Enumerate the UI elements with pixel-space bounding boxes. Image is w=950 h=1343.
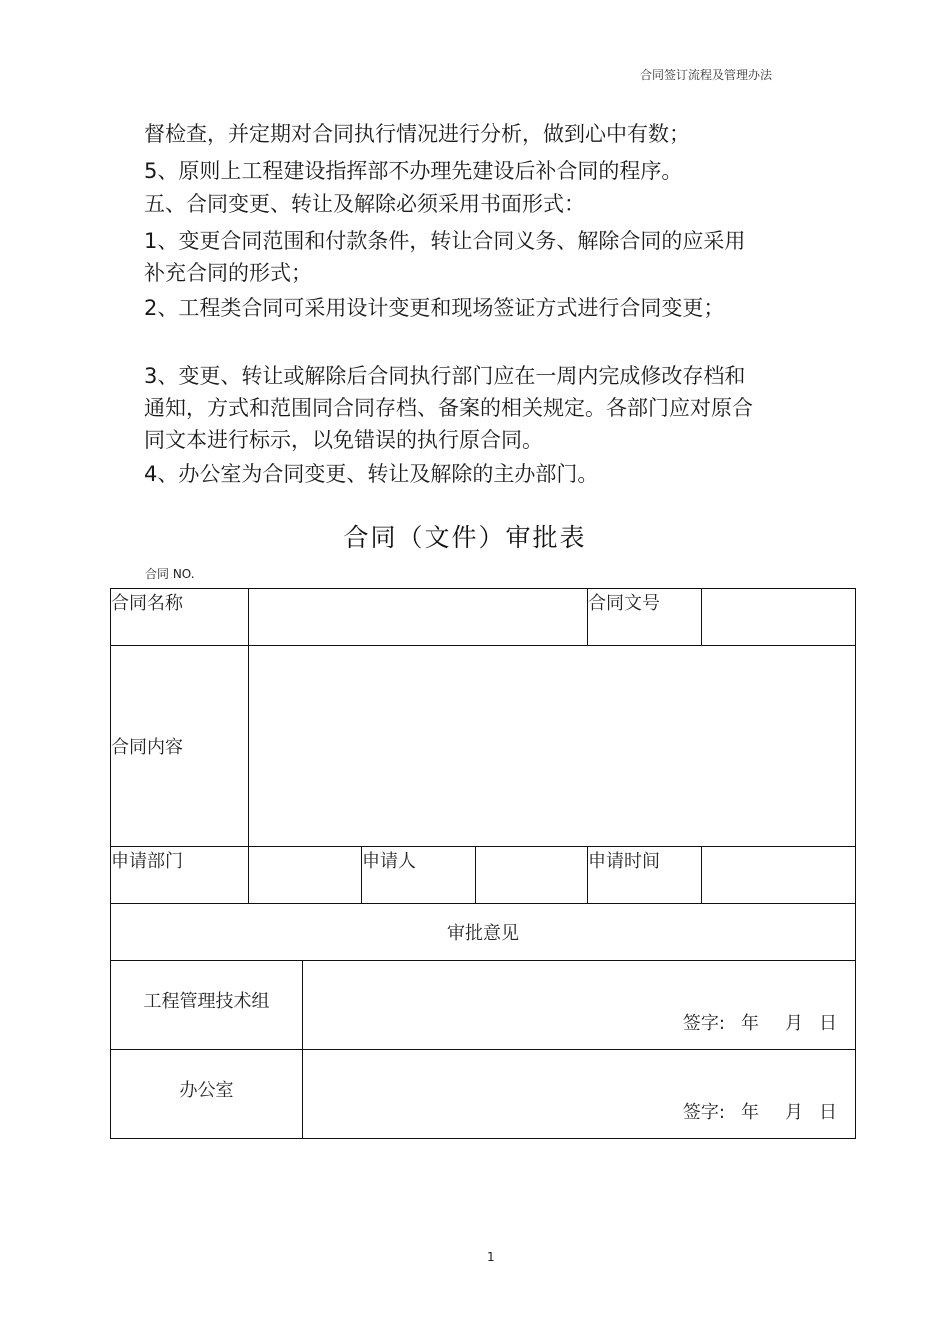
apply-time-label: 申请时间 <box>588 847 702 904</box>
section-heading: 五、合同变更、转让及解除必须采用书面形式： <box>144 192 585 216</box>
page-number: 1 <box>487 1250 495 1264</box>
paragraph-5: 3、变更、转让或解除后合同执行部门应在一周内完成修改存档和通知，方式和范围同合同存档、备案的相关规定。各部门应对原合同文本进行标示，以免错误的执行原合同。 <box>144 364 753 452</box>
month-label: 月 <box>785 1013 803 1034</box>
paragraph-1: 督检查，并定期对合同执行情况进行分析，做到心中有数； <box>144 122 690 146</box>
contract-content-label: 合同内容 <box>111 646 249 847</box>
applicant-label: 申请人 <box>362 847 476 904</box>
approver-field-office[interactable] <box>303 1050 856 1139</box>
signature-line <box>683 1009 837 1035</box>
apply-time-field[interactable] <box>702 847 856 904</box>
paragraph-3: 1、变更合同范围和付款条件，转让合同义务、解除合同的应采用补充合同的形式； <box>144 229 746 285</box>
approver-label-engineering: 工程管理技术组 <box>111 961 303 1050</box>
contract-no-label: 合同 NO. <box>145 567 195 581</box>
contract-name-label: 合同名称 <box>111 589 249 646</box>
contract-number-field[interactable] <box>702 589 856 646</box>
signature-line <box>683 1098 837 1124</box>
contract-number-label: 合同文号 <box>588 589 702 646</box>
year-label: 年 <box>741 1102 759 1123</box>
sign-label: 签字: <box>682 1102 725 1123</box>
approver-label-office: 办公室 <box>111 1050 303 1139</box>
day-label: 日 <box>819 1102 837 1123</box>
contract-content-field[interactable] <box>249 646 856 847</box>
form-title: 合同（文件）审批表 <box>343 523 587 552</box>
applying-dept-field[interactable] <box>249 847 362 904</box>
running-header: 合同签订流程及管理办法 <box>640 68 773 82</box>
year-label: 年 <box>741 1013 759 1034</box>
applying-dept-label: 申请部门 <box>111 847 249 904</box>
approval-opinion-label: 审批意见 <box>111 904 856 961</box>
paragraph-2: 5、原则上工程建设指挥部不办理先建设后补合同的程序。 <box>144 159 683 183</box>
sign-label: 签字: <box>682 1013 725 1034</box>
approval-form-table <box>110 588 856 1139</box>
applicant-field[interactable] <box>476 847 588 904</box>
paragraph-6: 4、办公室为合同变更、转让及解除的主办部门。 <box>144 462 599 486</box>
day-label: 日 <box>819 1013 837 1034</box>
paragraph-4: 2、工程类合同可采用设计变更和现场签证方式进行合同变更； <box>144 296 725 320</box>
contract-name-field[interactable] <box>249 589 588 646</box>
month-label: 月 <box>785 1102 803 1123</box>
approver-field-engineering[interactable] <box>303 961 856 1050</box>
